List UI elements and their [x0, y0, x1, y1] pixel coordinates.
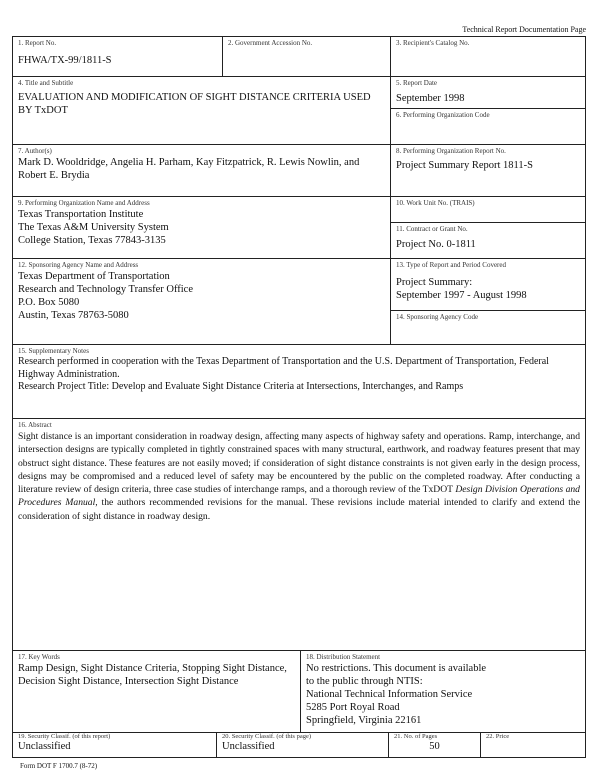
form-header: Technical Report Documentation Page — [462, 25, 586, 34]
key-words-value: Ramp Design, Sight Distance Criteria, Stopping Sight Distance, Decision Sight Distance, Intersection Sight Distance — [18, 663, 287, 687]
report-date-label: 5. Report Date — [396, 79, 438, 87]
perf-org-line: The Texas A&M University System — [18, 222, 169, 233]
supplementary-cell — [13, 345, 585, 419]
perf-org-report-cell — [391, 145, 585, 197]
recipient-catalog-cell — [391, 37, 585, 77]
sponsor-line: P.O. Box 5080 — [18, 297, 80, 308]
title-cell — [13, 77, 391, 145]
work-unit-cell — [391, 197, 585, 223]
abstract-label: 16. Abstract — [18, 421, 52, 429]
pages-cell — [389, 733, 481, 757]
pages-label: 21. No. of Pages — [394, 733, 438, 740]
distribution-line: to the public through NTIS: — [306, 676, 423, 687]
perf-org-report-label: 8. Performing Organization Report No. — [396, 147, 506, 155]
report-no-value: FHWA/TX-99/1811-S — [18, 55, 112, 66]
distribution-line: 5285 Port Royal Road — [306, 702, 400, 713]
authors-cell — [13, 145, 391, 197]
distribution-line: Springfield, Virginia 22161 — [306, 715, 422, 726]
authors-label: 7. Author(s) — [18, 147, 52, 155]
form-footer: Form DOT F 1700.7 (8-72) — [20, 762, 98, 770]
technical-report-form — [12, 36, 586, 758]
pages-value: 50 — [429, 741, 440, 752]
supplementary-p1: Research performed in cooperation with the Texas Department of Transportation and the U.S. Department of Transportation, Federal Highway Administration. — [18, 356, 549, 380]
price-label: 22. Price — [486, 733, 510, 740]
distribution-cell — [301, 651, 585, 733]
report-no-cell — [13, 37, 223, 77]
report-date-value: September 1998 — [396, 93, 465, 104]
abstract-text-before: Sight distance is an important consideration in roadway design, affecting many aspects of highway safety and operations. Ramp, interchange, and intersection designs are typically completed in tightly constrained spaces with many structural, earthwork, and roadway features present that may obstruct sight distance. These features are not easily moved; if consideration of sight distance constraints is not given early in the design process, designs may be compromised and a reduced level of safety may be encountered by the public on the completed roadway. After conducting a literature review of design criteria, three case studies of interchange ramps, and a thorough review of the TxDOT — [18, 431, 580, 496]
sponsor-line: Research and Technology Transfer Office — [18, 284, 193, 295]
contract-cell — [391, 223, 585, 259]
contract-value: Project No. 0-1811 — [396, 239, 476, 250]
sponsor-line: Austin, Texas 78763-5080 — [18, 310, 129, 321]
perf-org-name-cell — [13, 197, 391, 259]
security-page-cell — [217, 733, 389, 757]
key-words-label: 17. Key Words — [18, 653, 60, 661]
security-page-value: Unclassified — [222, 741, 275, 752]
perf-org-code-label: 6. Performing Organization Code — [396, 111, 490, 119]
report-no-label: 1. Report No. — [18, 39, 57, 47]
security-report-value: Unclassified — [18, 741, 71, 752]
sponsor-code-label: 14. Sponsoring Agency Code — [396, 313, 479, 321]
distribution-line: No restrictions. This document is available — [306, 663, 487, 674]
perf-org-code-cell — [391, 109, 585, 145]
key-words-cell — [13, 651, 301, 733]
security-report-label: 19. Security Classif. (of this report) — [18, 733, 111, 740]
perf-org-name-label: 9. Performing Organization Name and Address — [18, 199, 150, 207]
title-value: EVALUATION AND MODIFICATION OF SIGHT DISTANCE CRITERIA USED BY TxDOT — [18, 92, 371, 116]
perf-org-line: College Station, Texas 77843-3135 — [18, 235, 166, 246]
report-type-line: Project Summary: — [396, 277, 473, 288]
price-cell — [481, 733, 585, 757]
distribution-label: 18. Distribution Statement — [306, 653, 381, 661]
title-label: 4. Title and Subtitle — [18, 79, 74, 87]
supplementary-label: 15. Supplementary Notes — [18, 347, 89, 355]
report-date-cell — [391, 77, 585, 109]
abstract-cell — [13, 419, 585, 651]
authors-value: Mark D. Wooldridge, Angelia H. Parham, Kay Fitzpatrick, R. Lewis Nowlin, and Robert E. Brydia — [18, 157, 360, 181]
security-report-cell — [13, 733, 217, 757]
sponsor-line: Texas Department of Transportation — [18, 271, 170, 282]
abstract-manual-title: Design Division Operations and Procedures Manual — [18, 484, 580, 509]
recipient-catalog-label: 3. Recipient's Catalog No. — [396, 39, 470, 47]
sponsor-cell — [13, 259, 391, 345]
report-type-cell — [391, 259, 585, 311]
report-type-line: September 1997 - August 1998 — [396, 290, 527, 301]
distribution-line: National Technical Information Service — [306, 689, 473, 700]
sponsor-code-cell — [391, 311, 585, 345]
contract-label: 11. Contract or Grant No. — [396, 225, 468, 233]
abstract-text — [18, 430, 580, 523]
supplementary-p2: Research Project Title: Develop and Evaluate Sight Distance Criteria at Intersections, Interchanges, and Ramps — [18, 381, 464, 392]
report-type-label: 13. Type of Report and Period Covered — [396, 261, 506, 269]
perf-org-report-value: Project Summary Report 1811-S — [396, 160, 533, 171]
gov-accession-cell — [223, 37, 391, 77]
gov-accession-label: 2. Government Accession No. — [228, 39, 313, 47]
perf-org-line: Texas Transportation Institute — [18, 209, 144, 220]
sponsor-label: 12. Sponsoring Agency Name and Address — [18, 261, 139, 269]
security-page-label: 20. Security Classif. (of this page) — [222, 733, 311, 740]
work-unit-label: 10. Work Unit No. (TRAIS) — [396, 199, 475, 207]
abstract-text-after: , the authors recommended revisions for the manual. These revisions include material intended to clarify and extend the consideration of sight distance in roadway design. — [18, 497, 580, 522]
